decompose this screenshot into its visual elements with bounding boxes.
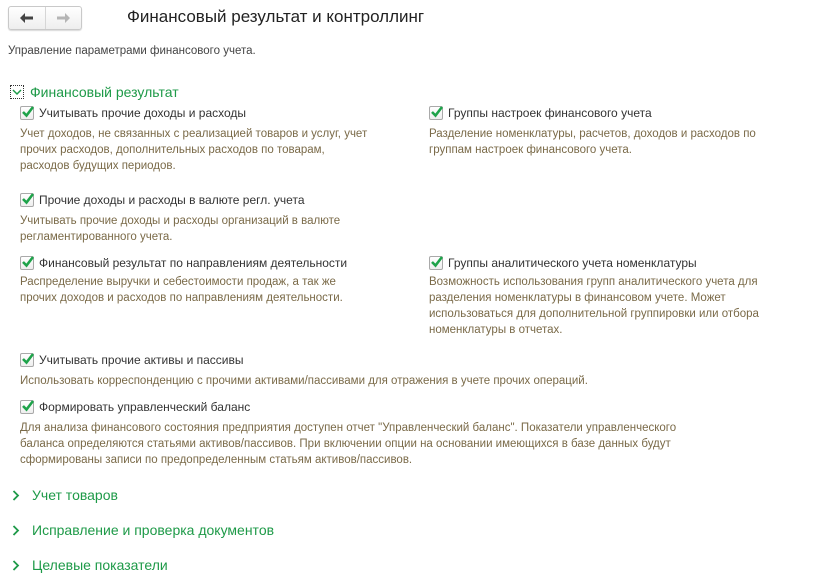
- checkmark-icon: [21, 352, 35, 366]
- checkmark-icon: [21, 399, 35, 413]
- checkbox[interactable]: [429, 106, 443, 120]
- option-management-balance: [20, 400, 810, 468]
- checkbox-row[interactable]: [429, 106, 814, 120]
- chevron-right-icon: [12, 490, 26, 501]
- checkbox-row[interactable]: [20, 193, 400, 207]
- group-doc-correction[interactable]: [10, 522, 274, 538]
- checkbox-label: Группы аналитического учета номенклатуры: [448, 256, 697, 270]
- chevron-down-icon: [10, 85, 24, 99]
- chevron-right-icon: [12, 525, 26, 536]
- option-activity-directions: [20, 256, 420, 306]
- checkbox[interactable]: [20, 193, 34, 207]
- checkmark-icon: [21, 255, 35, 269]
- checkbox-row[interactable]: [20, 106, 400, 120]
- checkbox[interactable]: [20, 353, 34, 367]
- option-analytic-groups: [429, 256, 814, 338]
- navigation-buttons: [8, 6, 82, 30]
- option-description: Учитывать прочие доходы и расходы организаций в валюте регламентированного учета.: [20, 215, 341, 243]
- option-other-assets-liabilities: [20, 353, 800, 389]
- page-subtitle: Управление параметрами финансового учета.: [8, 45, 256, 57]
- checkmark-icon: [21, 192, 35, 206]
- checkbox-row[interactable]: [20, 400, 810, 414]
- option-fin-settings-groups: [429, 106, 814, 158]
- arrow-right-icon: [56, 13, 70, 23]
- option-description: Для анализа финансового состояния предприятия доступен отчет "Управленческий баланс". Показатели управленческого баланса определяются статьями активов/пассивов. При включении опции на основании имеющихся в базе данных будут сформированы записи по предопределенным статьям активов/пассивов.: [20, 422, 677, 466]
- option-description: Возможность использования групп аналитического учета для разделения номенклатуры в финансовом учете. Может использоваться для дополнительной группировки или отбора номенклатуры в отчетах.: [429, 276, 759, 336]
- option-other-income-expenses: [20, 106, 400, 174]
- checkbox-label: Формировать управленческий баланс: [39, 400, 251, 414]
- checkmark-icon: [430, 105, 444, 119]
- checkbox-row[interactable]: [20, 256, 420, 270]
- option-description: Разделение номенклатуры, расчетов, доходов и расходов по группам настроек финансового учета.: [429, 128, 756, 156]
- checkmark-icon: [21, 105, 35, 119]
- back-button[interactable]: [9, 7, 45, 29]
- checkbox-label: Прочие доходы и расходы в валюте регл. учета: [39, 193, 305, 207]
- checkmark-icon: [430, 255, 444, 269]
- checkbox[interactable]: [20, 400, 34, 414]
- chevron-right-icon: [12, 560, 26, 571]
- option-description: Распределение выручки и себестоимости продаж, а так же прочих доходов и расходов по направлениям деятельности.: [20, 276, 343, 304]
- checkbox-label: Учитывать прочие доходы и расходы: [39, 106, 247, 120]
- checkbox-label: Учитывать прочие активы и пассивы: [39, 353, 244, 367]
- checkbox-label: Группы настроек финансового учета: [448, 106, 652, 120]
- group-label: Финансовый результат: [30, 84, 179, 100]
- checkbox-row[interactable]: [429, 256, 814, 270]
- option-description: Использовать корреспонденцию с прочими активами/пассивами для отражения в учете прочих операций.: [20, 375, 588, 387]
- group-goods-accounting[interactable]: [10, 487, 118, 503]
- option-description: Учет доходов, не связанных с реализацией товаров и услуг, учет прочих расходов, дополнительных расходов по товарам, расходов будущих периодов.: [20, 128, 368, 172]
- checkbox[interactable]: [20, 256, 34, 270]
- checkbox[interactable]: [429, 256, 443, 270]
- group-label: Исправление и проверка документов: [32, 522, 275, 538]
- option-reg-currency: [20, 193, 400, 245]
- forward-button[interactable]: [45, 7, 82, 29]
- checkbox-label: Финансовый результат по направлениям деятельности: [39, 256, 348, 270]
- arrow-left-icon: [20, 13, 34, 23]
- group-label: Учет товаров: [32, 487, 118, 503]
- group-financial-result[interactable]: [10, 84, 179, 100]
- page-title: Финансовый результат и контроллинг: [127, 7, 425, 26]
- checkbox-row[interactable]: [20, 353, 800, 367]
- group-target-indicators[interactable]: [10, 557, 168, 573]
- group-label: Целевые показатели: [32, 557, 168, 573]
- checkbox[interactable]: [20, 106, 34, 120]
